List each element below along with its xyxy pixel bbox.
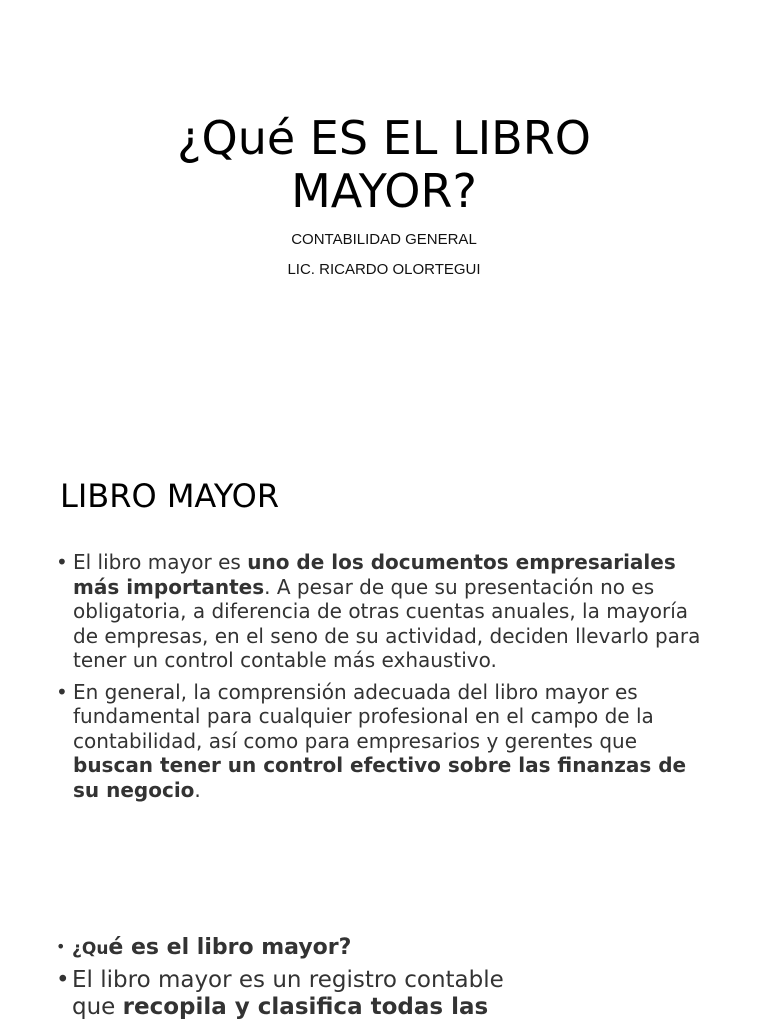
question-heading: [56, 933, 351, 963]
slide-heading: LIBRO MAYOR: [60, 477, 280, 515]
slide-title-line1: ¿Qué ES EL LIBRO: [177, 111, 591, 165]
bullet-icon: •: [56, 967, 70, 993]
bullet-item-2: [56, 680, 716, 803]
slide-title: [0, 112, 768, 218]
slide-title-line2: MAYOR?: [291, 164, 477, 218]
bullet-2-text-post: .: [194, 777, 201, 802]
course-name: CONTABILIDAD GENERAL: [291, 231, 477, 248]
question-body: [56, 967, 736, 1021]
bullet-icon: •: [56, 937, 66, 956]
bullet-1-text-pre: El libro mayor es: [73, 550, 248, 574]
bullet-2-text-pre: En general, la comprensión adecuada del libro mayor es fundamental para cualquier profesional en el campo de la contabilidad, así como para empresarios y gerentes que: [73, 679, 654, 753]
bullet-item-1: [56, 550, 716, 673]
bullet-icon: •: [56, 679, 68, 704]
title-slide: [0, 0, 768, 440]
libro-mayor-slide: [0, 440, 768, 900]
question-body-line2: [56, 994, 736, 1021]
body-line2-bold: recopila y clasifica todas las: [122, 994, 489, 1020]
question-body-line1: [56, 967, 736, 994]
question-heading-rest: é es el libro mayor?: [108, 935, 352, 960]
bullet-icon: •: [56, 550, 68, 574]
body-line1-text: El libro mayor es un registro contable: [72, 967, 504, 993]
que-es-slide: [0, 900, 768, 1024]
bullet-1-text-post: . A pesar de que su presentación no es obligatoria, a diferencia de otras cuentas anuales, la mayoría de empresas, en el seno de su actividad, deciden llevarlo para tener un control contable más exhaustivo.: [73, 574, 701, 672]
bullet-2-text-bold: buscan tener un control efectivo sobre las finanzas de su negocio: [73, 753, 687, 802]
bullet-1-text-bold: uno de los documentos empresariales más importantes: [73, 550, 676, 599]
bullet-list: [56, 550, 716, 809]
instructor-name: LIC. RICARDO OLORTEGUI: [287, 261, 481, 278]
body-line2-pre: que: [72, 994, 123, 1020]
question-heading-start: ¿Qu: [72, 939, 109, 959]
